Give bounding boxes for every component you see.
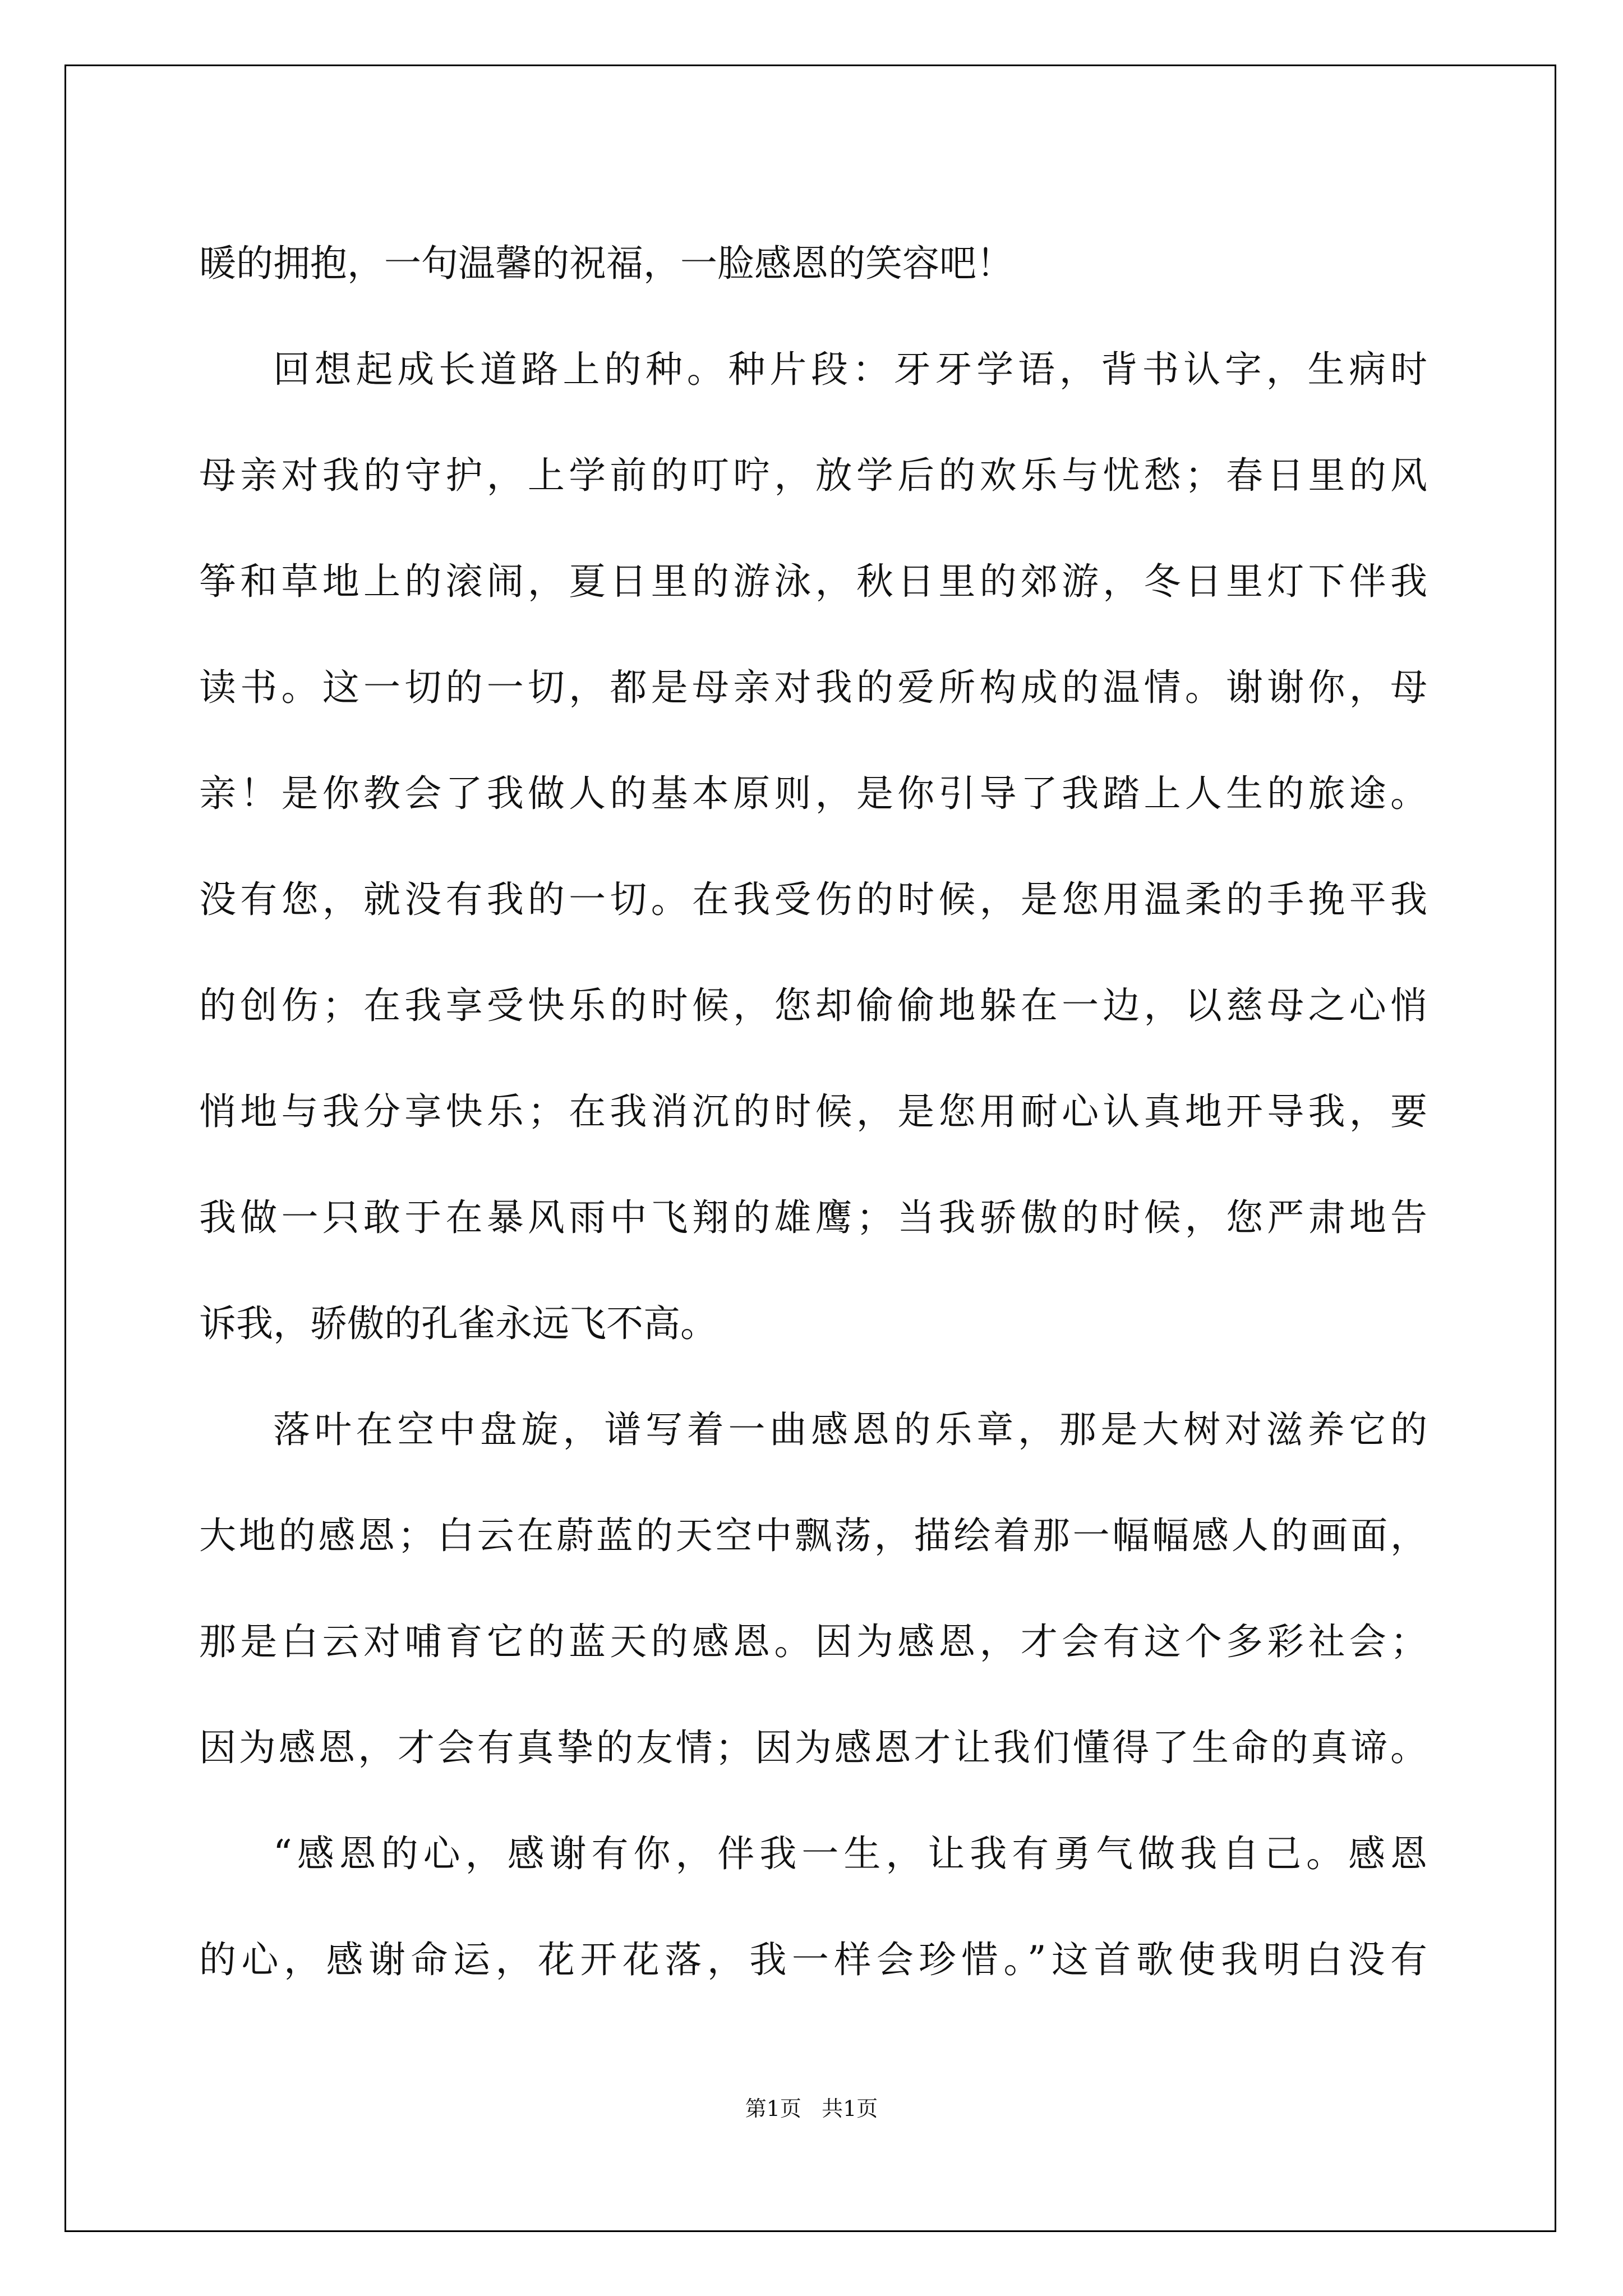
text-line: 的创伤；在我享受快乐的时候，您却偷偷地躲在一边，以慈母之心悄 <box>199 984 1427 1027</box>
text-line: 我做一只敢于在暴风雨中飞翔的雄鹰；当我骄傲的时候，您严肃地告 <box>199 1196 1427 1239</box>
text-line: “感恩的心，感谢有你，伴我一生，让我有勇气做我自己。感恩 <box>273 1832 1427 1875</box>
text-line: 的心，感谢命运，花开花落，我一样会珍惜。”这首歌使我明白没有 <box>199 1938 1427 1981</box>
page-number-footer: 第1页 共1页 <box>745 2096 878 2121</box>
text-line: 诉我，骄傲的孔雀永远飞不高。 <box>199 1302 717 1345</box>
text-line: 因为感恩，才会有真挚的友情；因为感恩才让我们懂得了生命的真谛。 <box>199 1726 1427 1769</box>
text-line: 没有您，就没有我的一切。在我受伤的时候，是您用温柔的手挽平我 <box>199 878 1427 921</box>
text-line: 暖的拥抱，一句温馨的祝福，一脸感恩的笑容吧！ <box>199 242 1013 285</box>
text-line: 回想起成长道路上的种。种片段：牙牙学语，背书认字，生病时 <box>273 348 1427 391</box>
text-line: 筝和草地上的滚闹，夏日里的游泳，秋日里的郊游，冬日里灯下伴我 <box>199 560 1427 603</box>
text-line: 亲！是你教会了我做人的基本原则，是你引导了我踏上人生的旅途。 <box>199 772 1427 815</box>
text-line: 悄地与我分享快乐；在我消沉的时候，是您用耐心认真地开导我，要 <box>199 1090 1427 1133</box>
document-body <box>199 210 1427 2013</box>
text-line: 母亲对我的守护，上学前的叮咛，放学后的欢乐与忧愁；春日里的风 <box>199 454 1427 497</box>
text-line: 落叶在空中盘旋，谱写着一曲感恩的乐章，那是大树对滋养它的 <box>273 1408 1427 1451</box>
text-line: 大地的感恩；白云在蔚蓝的天空中飘荡，描绘着那一幅幅感人的画面， <box>199 1514 1427 1557</box>
text-line: 读书。这一切的一切，都是母亲对我的爱所构成的温情。谢谢你，母 <box>199 666 1427 709</box>
text-line: 那是白云对哺育它的蓝天的感恩。因为感恩，才会有这个多彩社会； <box>199 1620 1427 1663</box>
